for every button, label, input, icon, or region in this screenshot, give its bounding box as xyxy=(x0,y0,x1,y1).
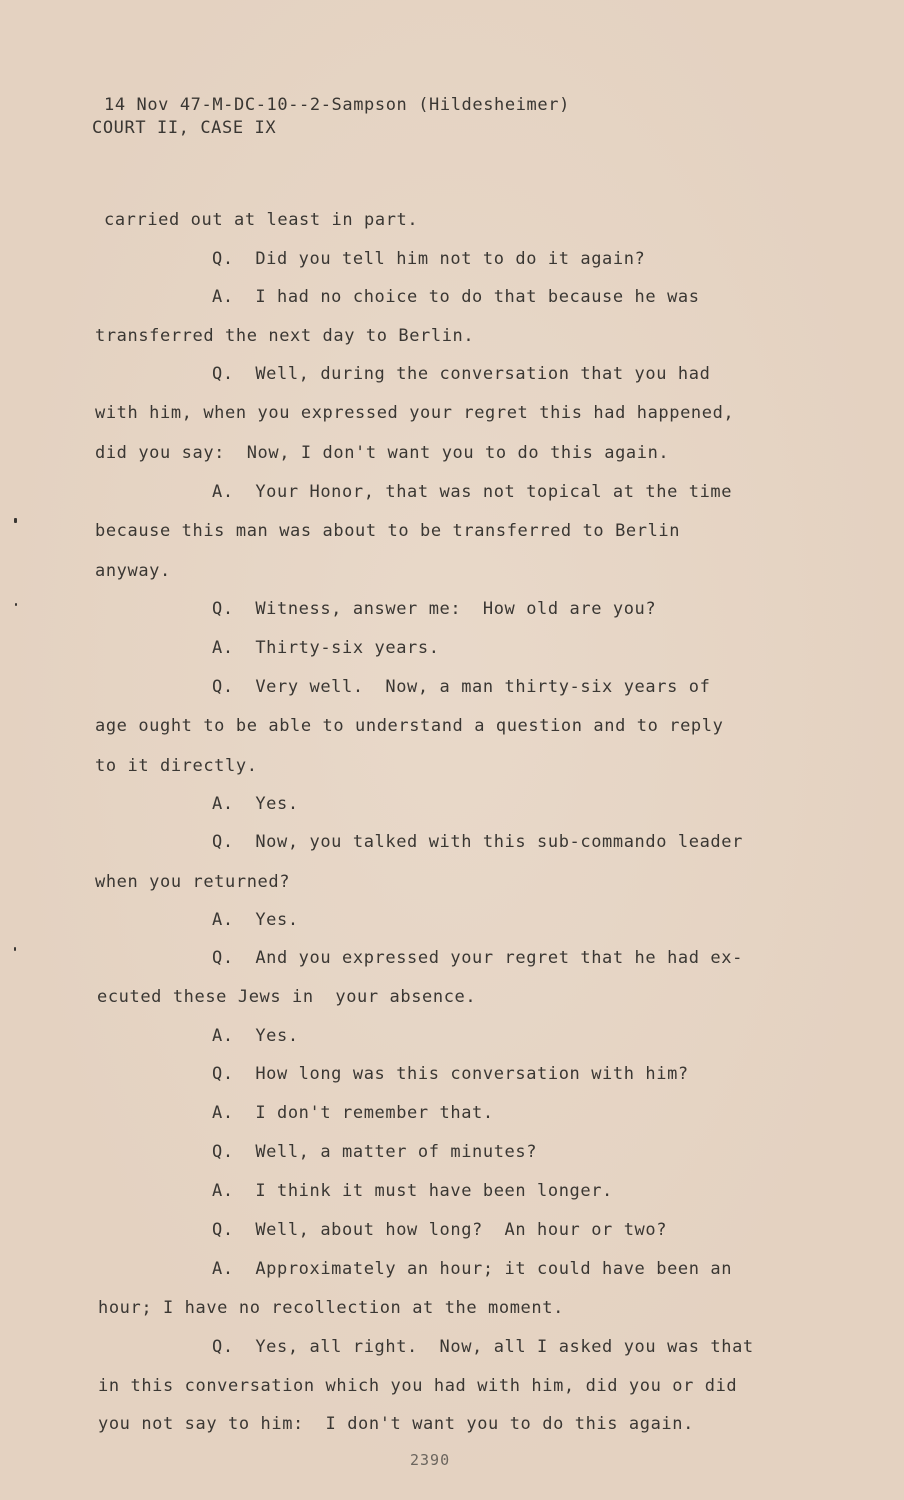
transcript-line: because this man was about to be transferred to Berlin xyxy=(95,521,681,541)
transcript-line: Q. Now, you talked with this sub-commando leader xyxy=(212,832,743,852)
transcript-line: A. Thirty-six years. xyxy=(212,638,440,658)
transcript-line: in this conversation which you had with him, did you or did xyxy=(98,1376,738,1396)
transcript-line: Q. Yes, all right. Now, all I asked you was that xyxy=(212,1337,754,1357)
transcript-line: anyway. xyxy=(95,561,171,581)
paper-speck xyxy=(14,947,16,951)
transcript-line: A. I think it must have been longer. xyxy=(212,1181,613,1201)
transcript-line: hour; I have no recollection at the moment. xyxy=(98,1298,564,1318)
transcript-line: Q. Well, a matter of minutes? xyxy=(212,1142,538,1162)
transcript-line: did you say: Now, I don't want you to do this again. xyxy=(95,443,670,463)
transcript-line: A. I had no choice to do that because he was xyxy=(212,287,700,307)
transcript-line: Q. How long was this conversation with him? xyxy=(212,1064,689,1084)
transcript-line: Q. Well, during the conversation that you had xyxy=(212,364,711,384)
paper-speck xyxy=(15,603,17,606)
transcript-line: A. Your Honor, that was not topical at the time xyxy=(212,482,733,502)
transcript-line: Q. Did you tell him not to do it again? xyxy=(212,249,646,269)
transcript-line: when you returned? xyxy=(95,872,291,892)
transcript-line: you not say to him: I don't want you to do this again. xyxy=(98,1414,694,1434)
transcript-line: A. I don't remember that. xyxy=(212,1103,494,1123)
paper-speck xyxy=(14,518,17,523)
transcript-line: with him, when you expressed your regret this had happened, xyxy=(95,403,735,423)
transcript-line: Q. Well, about how long? An hour or two? xyxy=(212,1220,668,1240)
transcript-line: Q. Witness, answer me: How old are you? xyxy=(212,599,657,619)
transcript-line: carried out at least in part. xyxy=(104,210,419,230)
transcript-line: to it directly. xyxy=(95,756,258,776)
transcript-line: transferred the next day to Berlin. xyxy=(95,326,475,346)
transcript-line: Q. Very well. Now, a man thirty-six years of xyxy=(212,677,711,697)
transcript-line: A. Yes. xyxy=(212,1026,299,1046)
document-header-line-2: COURT II, CASE IX xyxy=(92,118,277,138)
page-number: 2390 xyxy=(410,1451,451,1469)
transcript-line: A. Approximately an hour; it could have been an xyxy=(212,1259,733,1279)
document-header-line-1: 14 Nov 47-M-DC-10--2-Sampson (Hildesheimer) xyxy=(104,95,570,115)
transcript-line: Q. And you expressed your regret that he had ex- xyxy=(212,948,743,968)
transcript-line: age ought to be able to understand a question and to reply xyxy=(95,716,724,736)
transcript-line: A. Yes. xyxy=(212,794,299,814)
transcript-line: A. Yes. xyxy=(212,910,299,930)
transcript-line: ecuted these Jews in your absence. xyxy=(97,987,477,1007)
